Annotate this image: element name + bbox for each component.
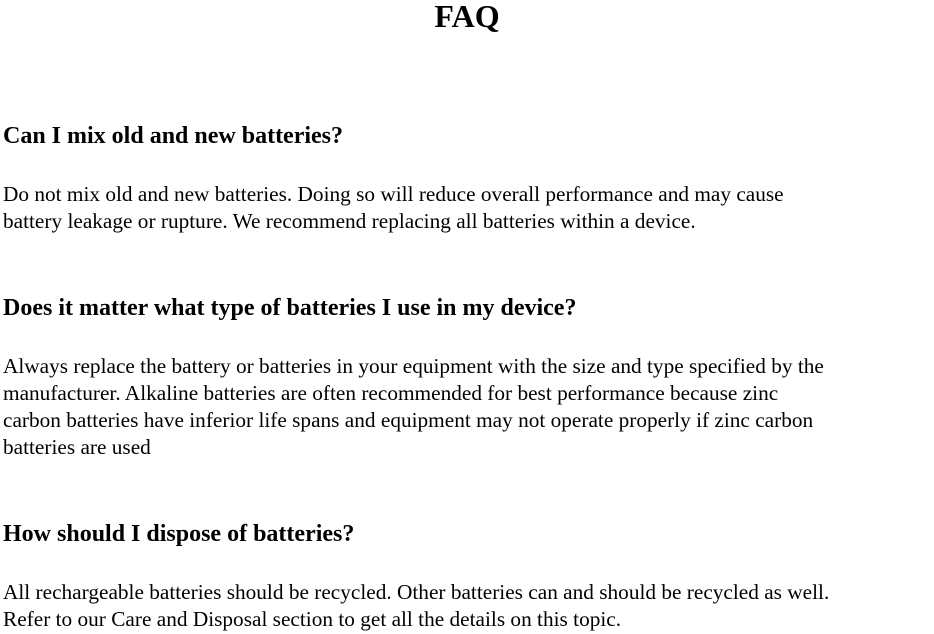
faq-answer-line: carbon batteries have inferior life spans and equipment may not operate properly if zinc carbon xyxy=(3,408,814,432)
faq-question: Does it matter what type of batteries I use in my device? xyxy=(3,295,577,321)
faq-question: How should I dispose of batteries? xyxy=(3,521,355,547)
page-title: FAQ xyxy=(434,0,500,34)
faq-question: Can I mix old and new batteries? xyxy=(3,123,344,149)
faq-answer xyxy=(3,181,934,235)
faq-answer-line: Refer to our Care and Disposal section to get all the details on this topic. xyxy=(3,607,622,631)
faq-item xyxy=(3,294,934,461)
faq-answer-line: batteries are used xyxy=(3,435,151,459)
faq-answer xyxy=(3,353,934,461)
faq-item xyxy=(3,520,934,633)
faq-answer xyxy=(3,579,934,633)
faq-answer-line: All rechargeable batteries should be recycled. Other batteries can and should be recycled as well. xyxy=(3,580,830,604)
faq-answer-line: Always replace the battery or batteries in your equipment with the size and type specified by the xyxy=(3,354,824,378)
faq-answer-line: manufacturer. Alkaline batteries are often recommended for best performance because zinc xyxy=(3,381,779,405)
faq-answer-line: battery leakage or rupture. We recommend replacing all batteries within a device. xyxy=(3,209,696,233)
faq-answer-line: Do not mix old and new batteries. Doing so will reduce overall performance and may cause xyxy=(3,182,784,206)
faq-item xyxy=(3,122,934,235)
